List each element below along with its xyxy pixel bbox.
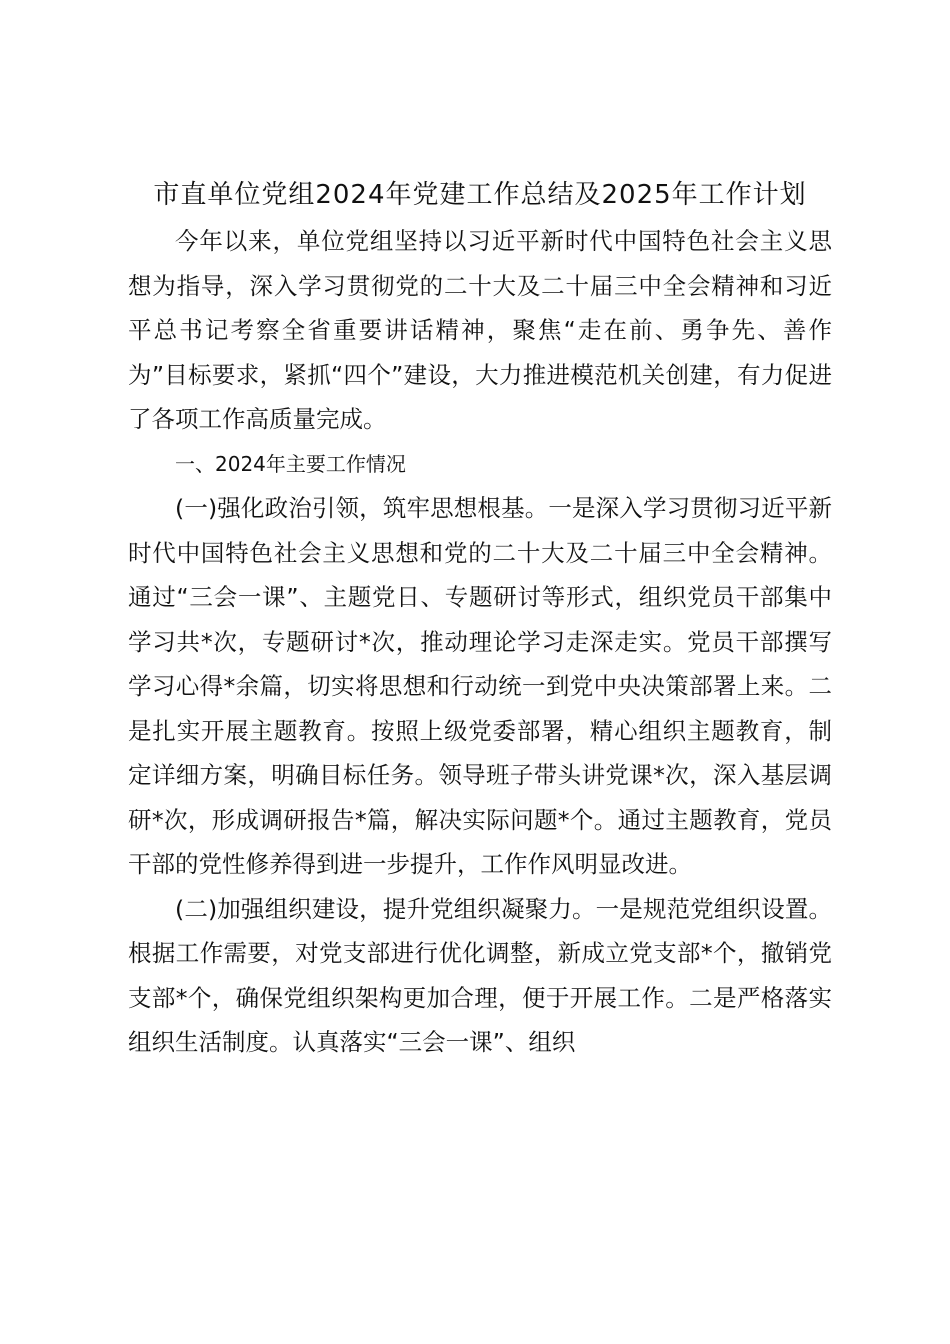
intro-paragraph: 今年以来，单位党组坚持以习近平新时代中国特色社会主义思想为指导，深入学习贯彻党的二十大及二十届三中全会精神和习近平总书记考察全省重要讲话精神，聚焦“走在前、勇争先、善作为”目标要求，紧抓“四个”建设，大力推进模范机关创建，有力促进了各项工作高质量完成。 xyxy=(128,227,832,433)
document-title: 市直单位党组2024年党建工作总结及2025年工作计划 xyxy=(153,180,807,210)
body-paragraph-organization-building: (二)加强组织建设，提升党组织凝聚力。一是规范党组织设置。根据工作需要，对党支部进行优化调整，新成立党支部*个，撤销党支部*个，确保党组织架构更加合理，便于开展工作。二是严格落实组织生活制度。认真落实“三会一课”、组织 xyxy=(128,894,832,1056)
document-body xyxy=(128,174,832,1065)
body-paragraph-political-leadership: (一)强化政治引领，筑牢思想根基。一是深入学习贯彻习近平新时代中国特色社会主义思想和党的二十大及二十届三中全会精神。通过“三会一课”、主题党日、专题研讨等形式，组织党员干部集中学习共*次，专题研讨*次，推动理论学习走深走实。党员干部撰写学习心得*余篇，切实将思想和行动统一到党中央决策部署上来。二是扎实开展主题教育。按照上级党委部署，精心组织主题教育，制定详细方案，明确目标任务。领导班子带头讲党课*次，深入基层调研*次，形成调研报告*篇，解决实际问题*个。通过主题教育，党员干部的党性修养得到进一步提升，工作作风明显改进。 xyxy=(128,494,832,878)
section-heading: 一、2024年主要工作情况 xyxy=(175,451,406,476)
